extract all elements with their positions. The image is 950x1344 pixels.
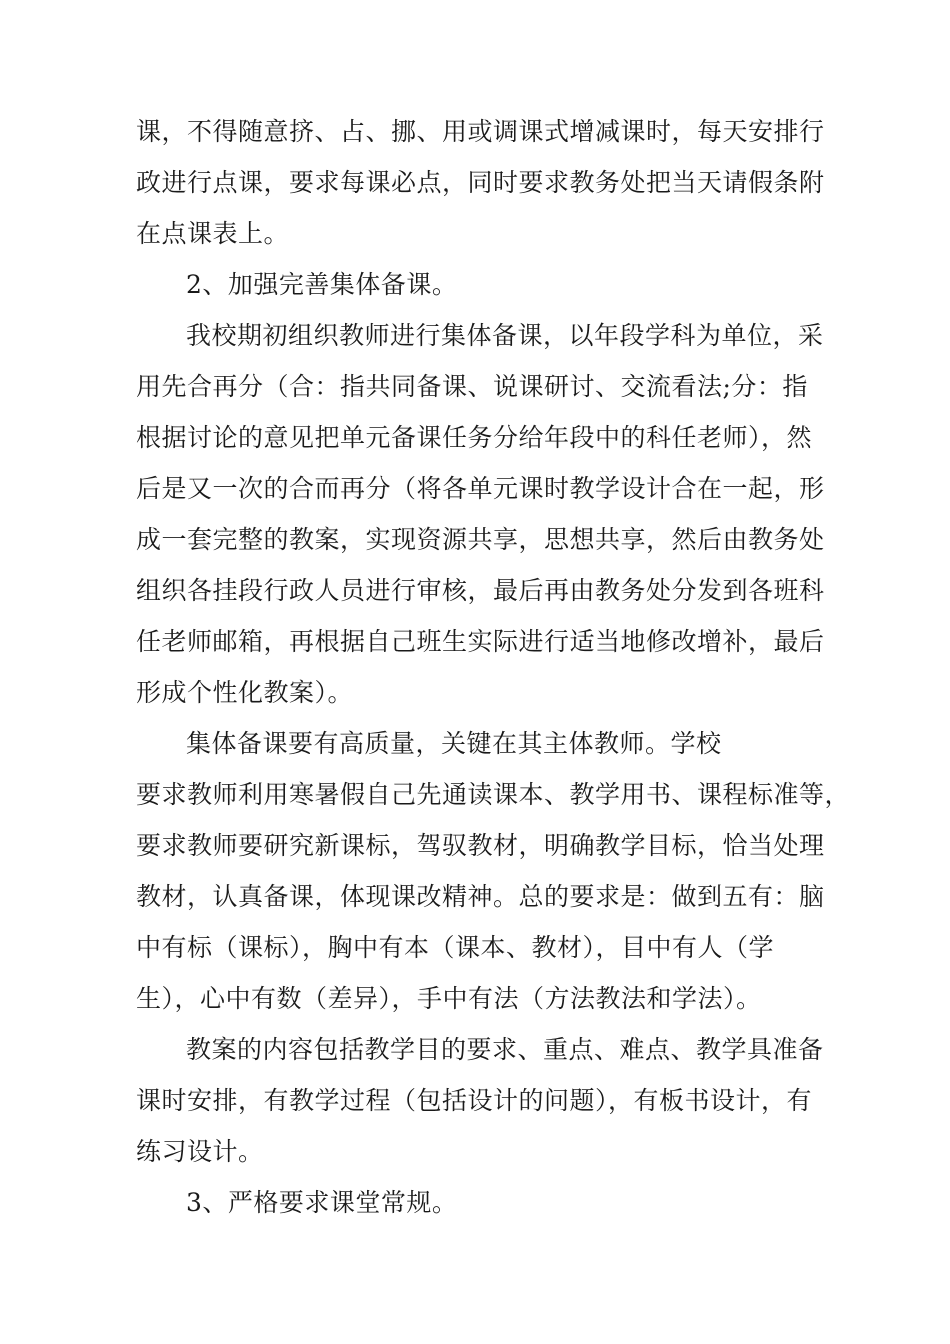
heading-collective-lesson-prep xyxy=(136,259,836,310)
document-body xyxy=(136,106,851,1228)
text-line: 中有标（课标），胸中有本（课本、教材），目中有人（学 xyxy=(136,933,775,962)
text-line: 根据讨论的意见把单元备课任务分给年段中的科任老师），然 xyxy=(136,423,813,452)
text-line: 政进行点课，要求每课必点，同时要求教务处把当天请假条附 xyxy=(136,168,825,197)
text-line: 练习设计。 xyxy=(136,1137,264,1166)
paragraph-collective-prep-process xyxy=(136,310,836,718)
heading-classroom-routine xyxy=(136,1177,836,1228)
text-line: 用先合再分（合：指共同备课、说课研讨、交流看法;分：指 xyxy=(136,372,808,401)
text-line: 我校期初组织教师进行集体备课，以年段学科为单位，采 xyxy=(186,321,824,350)
text-line: 集体备课要有高质量，关键在其主体教师。学校 xyxy=(186,729,722,758)
paragraph-lesson-plan-content xyxy=(136,1024,836,1177)
paragraph-class-schedule-tail xyxy=(136,106,836,259)
text-line: 生），心中有数（差异），手中有法（方法教法和学法）。 xyxy=(136,984,762,1013)
text-line: 要求教师利用寒暑假自己先通读课本、教学用书、课程标准等， xyxy=(136,780,851,809)
text-line: 教案的内容包括教学目的要求、重点、难点、教学具准备 xyxy=(186,1035,824,1064)
text-line: 教材，认真备课，体现课改精神。总的要求是：做到五有：脑 xyxy=(136,882,825,911)
paragraph-collective-prep-quality xyxy=(136,718,851,1024)
text-line: 任老师邮箱，再根据自己班生实际进行适当地修改增补，最后 xyxy=(136,627,825,656)
text-line: 形成个性化教案）。 xyxy=(136,678,354,707)
text-line: 课时安排，有教学过程（包括设计的问题），有板书设计，有 xyxy=(136,1086,813,1115)
text-line: 在点课表上。 xyxy=(136,219,290,248)
text-line: 课，不得随意挤、占、挪、用或调课式增减课时，每天安排行 xyxy=(136,117,825,146)
section-heading: 2、加强完善集体备课。 xyxy=(186,270,458,299)
text-line: 成一套完整的教案，实现资源共享，思想共享，然后由教务处 xyxy=(136,525,825,554)
text-line: 要求教师要研究新课标，驾驭教材，明确教学目标，恰当处理 xyxy=(136,831,825,860)
section-heading: 3、严格要求课堂常规。 xyxy=(186,1188,458,1217)
text-line: 后是又一次的合而再分（将各单元课时教学设计合在一起，形 xyxy=(136,474,825,503)
text-line: 组织各挂段行政人员进行审核，最后再由教务处分发到各班科 xyxy=(136,576,825,605)
